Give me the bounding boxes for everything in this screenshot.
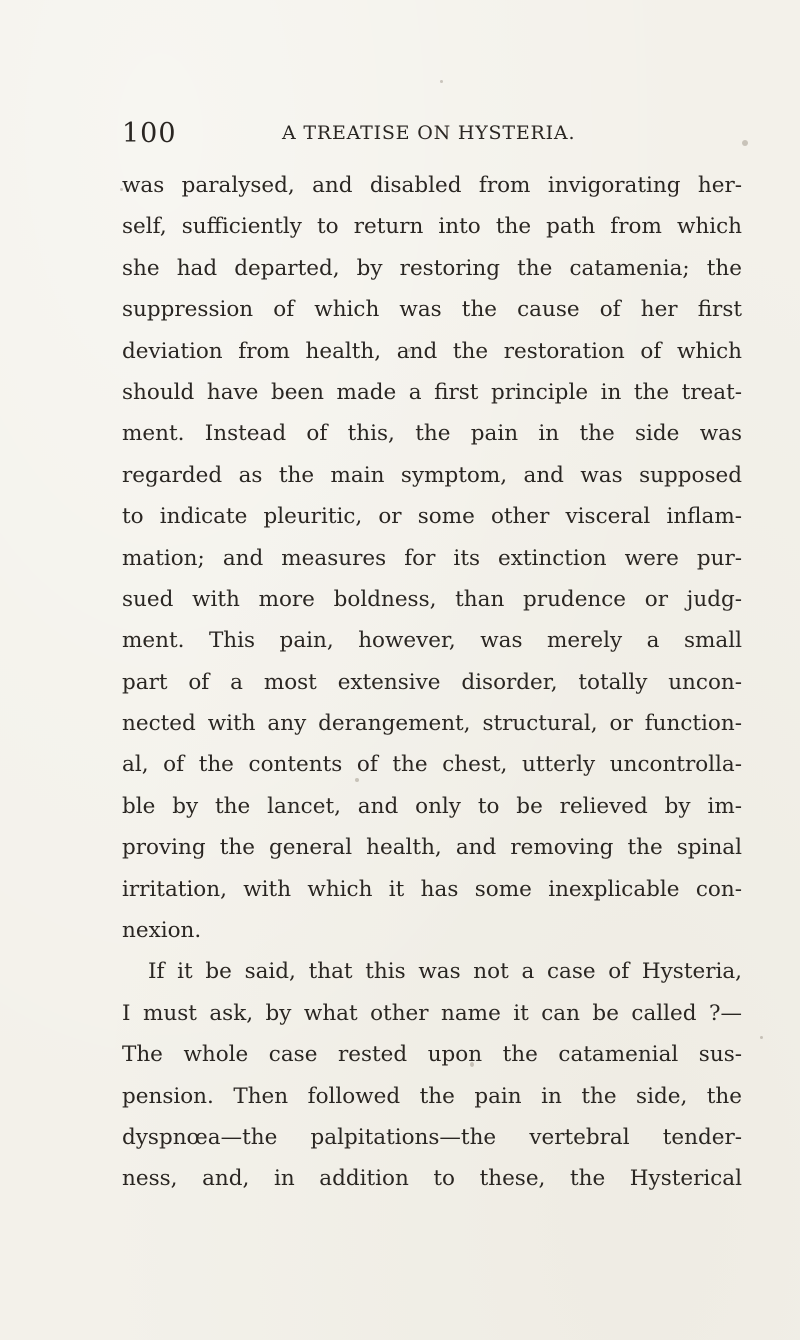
text-line: ment. Instead of this, the pain in the side was [122, 421, 742, 447]
paper-speck [120, 188, 123, 191]
body-text [122, 165, 742, 1200]
text-line: I must ask, by what other name it can be called ?— [122, 1000, 742, 1026]
text-line: The whole case rested upon the catamenial sus- [122, 1042, 742, 1068]
text-line: should have been made a first principle in the treat- [122, 379, 742, 405]
text-line: ment. This pain, however, was merely a small [122, 628, 742, 654]
paper-speck [355, 778, 359, 782]
text-line: mation; and measures for its extinction were pur- [122, 545, 742, 571]
text-line: ble by the lancet, and only to be relieved by im- [122, 793, 742, 819]
text-line: nected with any derangement, structural, or function- [122, 711, 742, 737]
text-line: irritation, with which it has some inexplicable con- [122, 876, 742, 902]
paper-speck [470, 1062, 474, 1067]
paper-speck [408, 348, 411, 352]
paper-speck [440, 80, 443, 83]
text-line: deviation from health, and the restoration of which [122, 338, 742, 364]
paper-speck [742, 140, 748, 146]
text-line: ness, and, in addition to these, the Hysterical [122, 1166, 742, 1192]
text-line: regarded as the main symptom, and was supposed [122, 462, 742, 488]
text-line: sued with more boldness, than prudence or judg- [122, 586, 742, 612]
text-line: If it be said, that this was not a case of Hysteria, [148, 959, 742, 985]
text-line: nexion. [122, 918, 202, 944]
text-line: part of a most extensive disorder, totally uncon- [122, 669, 742, 695]
text-line: al, of the contents of the chest, utterly uncontrolla- [122, 752, 742, 778]
text-line: suppression of which was the cause of her first [122, 297, 742, 323]
text-line: self, sufficiently to return into the path from which [122, 214, 742, 240]
page-header [122, 118, 742, 158]
text-line: dyspnœa—the palpitations—the vertebral tender- [122, 1124, 742, 1150]
text-line: was paralysed, and disabled from invigorating her- [122, 173, 742, 198]
text-line: she had departed, by restoring the catamenia; the [122, 255, 742, 281]
running-title: A TREATISE ON HYSTERIA. [282, 122, 576, 144]
paper-speck [760, 1036, 763, 1039]
page-number: 100 [122, 118, 177, 149]
text-line: proving the general health, and removing the spinal [122, 835, 742, 861]
text-line: pension. Then followed the pain in the side, the [122, 1083, 742, 1109]
text-line: to indicate pleuritic, or some other visceral inflam- [122, 504, 742, 530]
